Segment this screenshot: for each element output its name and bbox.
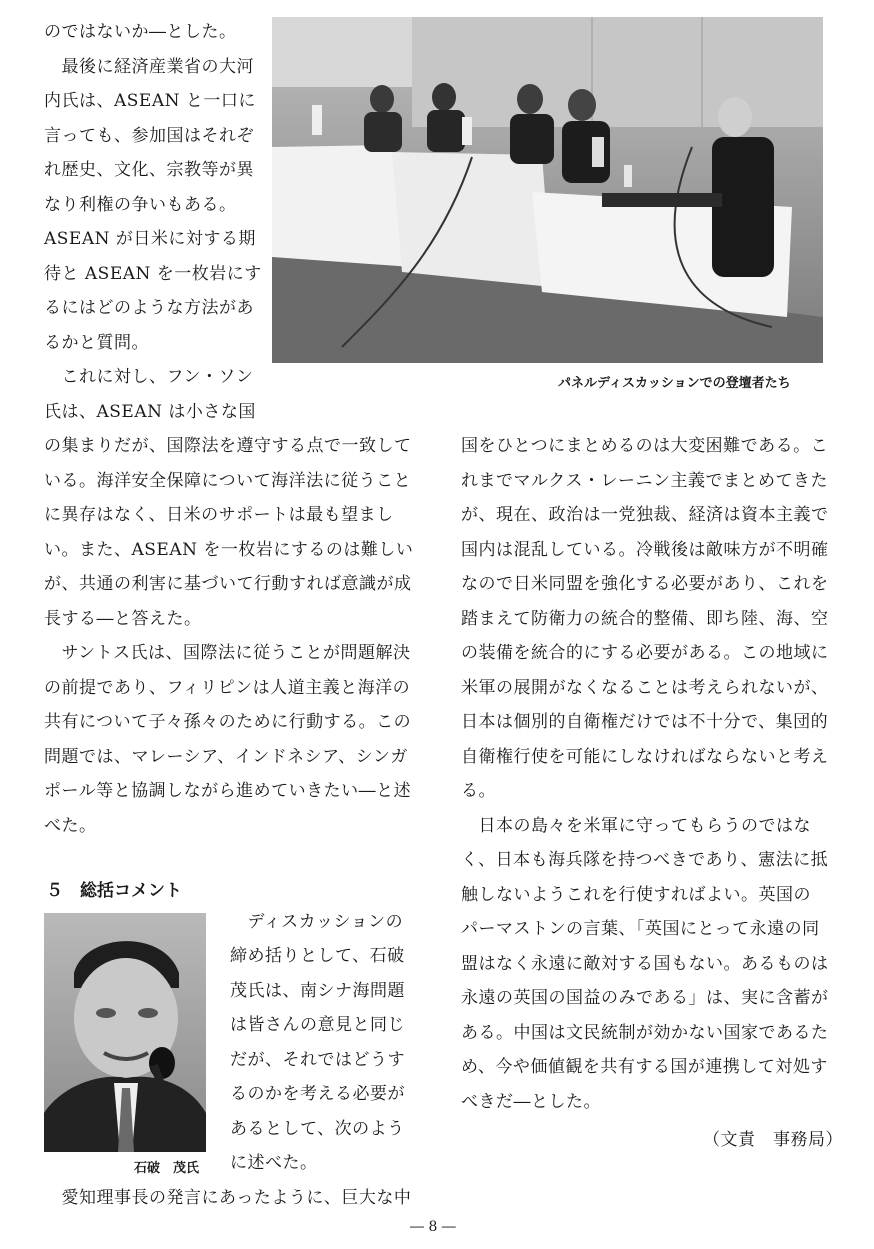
text-line: ある。中国は文民統制が効かない国家であるた	[461, 1023, 829, 1043]
text-line: 内氏は、ASEAN と一口に	[44, 91, 256, 111]
text-line: べた。	[44, 816, 97, 836]
text-line: の装備を統合的にする必要がある。この地域に	[461, 643, 829, 663]
section-heading: ５ 総括コメント	[46, 881, 182, 901]
text-line: べきだ―とした。	[461, 1092, 601, 1112]
panel-discussion-photo	[272, 17, 823, 363]
text-line: 最後に経済産業省の大河	[44, 57, 254, 77]
text-line: あるとして、次のよう	[230, 1119, 405, 1139]
text-line: 氏は、ASEAN は小さな国	[44, 402, 256, 422]
text-line: に異存はなく、日米のサポートは最も望まし	[44, 505, 394, 525]
text-line: のではないか―とした。	[44, 22, 237, 42]
byline: （文責 事務局）	[703, 1130, 843, 1150]
text-line: 締め括りとして、石破	[230, 946, 405, 966]
text-line: 問題では、マレーシア、インドネシア、シンガ	[44, 747, 408, 767]
text-line: 日本は個別的自衛権だけでは不十分で、集団的	[461, 712, 829, 732]
text-line: 茂氏は、南シナ海問題	[230, 981, 405, 1001]
portrait-photo	[44, 913, 206, 1152]
text-line: が、現在、政治は一党独裁、経済は資本主義で	[461, 505, 829, 525]
text-line: の集まりだが、国際法を遵守する点で一致して	[44, 436, 412, 456]
text-line: の前提であり、フィリピンは人道主義と海洋の	[44, 678, 411, 698]
text-line: ディスカッションの	[230, 912, 404, 932]
text-line: ASEAN が日米に対する期	[44, 229, 256, 249]
text-line: 国内は混乱している。冷戦後は敵味方が不明確	[461, 540, 829, 560]
text-line: 盟はなく永遠に敵対する国もない。あるものは	[461, 954, 829, 974]
text-line: いる。海洋安全保障について海洋法に従うこと	[44, 471, 412, 491]
text-line: 国をひとつにまとめるのは大変困難である。こ	[461, 436, 829, 456]
text-line: 米軍の展開がなくなることは考えられないが、	[461, 678, 829, 698]
text-line: に述べた。	[230, 1153, 318, 1173]
text-line: るかと質問。	[44, 333, 149, 353]
text-line: れ歴史、文化、宗教等が異	[44, 160, 254, 180]
text-line: は皆さんの意見と同じ	[230, 1015, 405, 1035]
text-line: るにはどのような方法があ	[44, 298, 254, 318]
text-line: 触しないようこれを行使すればよい。英国の	[461, 885, 811, 905]
text-line: く、日本も海兵隊を持つべきであり、憲法に抵	[461, 850, 829, 870]
portrait-caption: 石破 茂氏	[134, 1161, 200, 1176]
text-line: め、今や価値観を共有する国が連携して対処す	[461, 1057, 828, 1077]
text-line: 待と ASEAN を一枚岩にす	[44, 264, 262, 284]
text-line: 長する―と答えた。	[44, 609, 202, 629]
text-line: だが、それではどうす	[230, 1050, 405, 1070]
text-line: る。	[461, 781, 496, 801]
text-line: なり利権の争いもある。	[44, 195, 237, 215]
text-line: 自衛権行使を可能にしなければならないと考え	[461, 747, 829, 767]
text-line: るのかを考える必要が	[230, 1084, 405, 1104]
text-line: 愛知理事長の発言にあったように、巨大な中	[44, 1188, 412, 1208]
text-line: なので日米同盟を強化する必要があり、これを	[461, 574, 829, 594]
text-line: これに対し、フン・ソン	[44, 367, 254, 387]
text-line: 永遠の英国の国益のみである」は、実に含蓄が	[461, 988, 829, 1008]
panel-photo-caption: パネルディスカッションでの登壇者たち	[558, 376, 791, 391]
text-line: れまでマルクス・レーニン主義でまとめてきた	[461, 471, 828, 491]
text-line: サントス氏は、国際法に従うことが問題解決	[44, 643, 411, 663]
text-line: 踏まえて防衛力の統合的整備、即ち陸、海、空	[461, 609, 829, 629]
text-line: 言っても、参加国はそれぞ	[44, 126, 254, 146]
text-line: 日本の島々を米軍に守ってもらうのではな	[461, 816, 811, 836]
page-number: ― 8 ―	[410, 1219, 456, 1235]
text-line: パーマストンの言葉、「英国にとって永遠の同	[461, 919, 820, 939]
text-line: い。また、ASEAN を一枚岩にするのは難しい	[44, 540, 414, 560]
text-line: 共有について子々孫々のために行動する。この	[44, 712, 412, 732]
text-line: ポール等と協調しながら進めていきたい―と述	[44, 781, 412, 801]
text-line: が、共通の利害に基づいて行動すれば意識が成	[44, 574, 412, 594]
